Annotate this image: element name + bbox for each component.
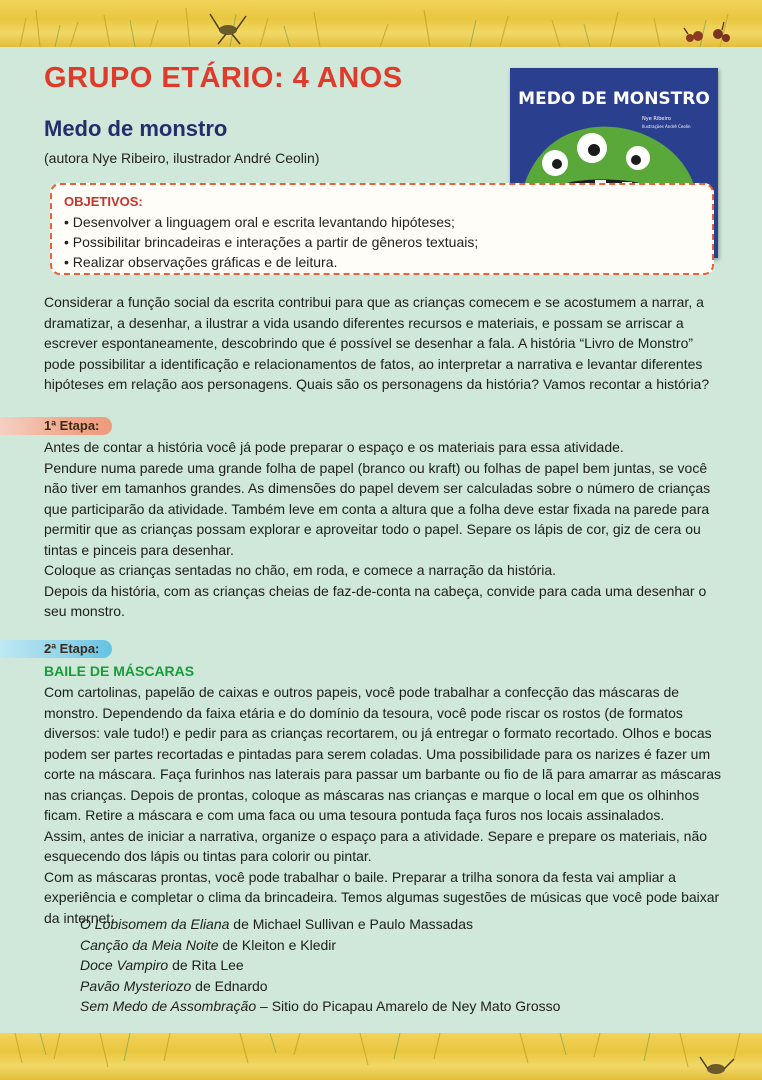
- bottom-decorative-band: [0, 1033, 762, 1080]
- step2-paragraph: Assim, antes de iniciar a narrativa, organize o espaço para a atividade. Separe e prepare os materiais, não esquecendo dos lápis ou tintas para colorir ou pintar.: [44, 827, 708, 864]
- objective-item: • Possibilitar brincadeiras e interações a partir de gêneros textuais;: [64, 232, 698, 252]
- song-item: [80, 914, 560, 935]
- song-credit: – Sitio do Picapau Amarelo de Ney Mato Grosso: [256, 998, 561, 1014]
- song-credit: de Rita Lee: [168, 957, 244, 973]
- grasshopper-icon: [700, 1057, 734, 1074]
- objectives-list: [64, 212, 698, 272]
- song-title: Canção da Meia Noite: [80, 936, 219, 953]
- cover-author: Nye Ribeiro: [642, 116, 671, 122]
- song-title: Pavão Mysteriozo: [80, 977, 192, 994]
- step2-text: [44, 682, 724, 928]
- step1-text: [44, 437, 724, 622]
- step2-label: 2ª Etapa:: [0, 640, 112, 658]
- section-heading-baile: BAILE DE MÁSCARAS: [44, 663, 195, 679]
- grass-illustration: [0, 0, 762, 47]
- song-title: O Lobisomem da Eliana: [80, 916, 230, 932]
- song-credit: de Kleiton e Kledir: [218, 936, 337, 953]
- objective-item: • Realizar observações gráficas e de leitura.: [64, 252, 698, 272]
- grass-illustration: [0, 1033, 762, 1080]
- song-title: Sem Medo de Assombração: [80, 998, 257, 1014]
- book-credits: (autora Nye Ribeiro, ilustrador André Ceolin): [44, 150, 320, 166]
- objectives-box: [50, 183, 714, 275]
- song-item: [80, 935, 560, 956]
- step1-label: 1ª Etapa:: [0, 417, 112, 435]
- step1-paragraph: Pendure numa parede uma grande folha de papel (branco ou kraft) ou folhas de papel bem juntas, se você não tiver em tamanhos grandes. As dimensões do papel devem ser calculadas sobre o número de crianças que participarão da atividade. Também leve em conta a altura que a folha deve estar fixada na parede para permitir que as crianças possam explorar e aproveitar todo o papel. Separe os lápis de cor, giz de cera ou tintas e pinceis para desenhar.: [44, 459, 711, 558]
- objective-item: • Desenvolver a linguagem oral e escrita levantando hipóteses;: [64, 212, 698, 232]
- song-credit: de Ednardo: [191, 977, 268, 994]
- step1-paragraph: Depois da história, com as crianças cheias de faz-de-conta na cabeça, convide para cada uma desenhar o seu monstro.: [44, 582, 707, 619]
- book-title: Medo de monstro: [44, 116, 228, 141]
- song-credit: de Michael Sullivan e Paulo Massadas: [229, 916, 473, 932]
- song-item: [80, 996, 560, 1017]
- step2-paragraph: Com cartolinas, papelão de caixas e outros papeis, você pode trabalhar a confecção das máscaras de monstro. Dependendo da faixa etária e do domínio da tesoura, você pode riscar os rostos (de formatos diversos: vale tudo!) e pedir para as crianças recortarem, ou já entregar o formato recortado. Olhos e bocas podem ser partes recortadas e pintadas para serem coladas. Uma possibilidade para os narizes é fazer um corte na máscara. Faça furinhos nas laterais para passar um barbante ou fio de lã para amarrar as máscaras nas crianças. Depois de prontas, coloque as máscaras nas crianças e marque o local em que os olhinhos ficam. Retire a máscara e com uma faca ou uma tesoura pontuda faça furos nos locais assinalados.: [44, 684, 721, 823]
- song-list: [80, 914, 560, 1017]
- cover-illustrator: Ilustrações André Ceolin: [642, 124, 691, 129]
- page-title: GRUPO ETÁRIO: 4 ANOS: [44, 62, 403, 94]
- top-decorative-band: [0, 0, 762, 47]
- cover-title: MEDO DE MONSTRO: [518, 89, 710, 109]
- song-title: Doce Vampiro: [80, 957, 169, 973]
- objectives-title: OBJETIVOS:: [64, 194, 143, 209]
- grasshopper-icon: [210, 14, 246, 44]
- song-item: [80, 955, 560, 976]
- intro-text: Considerar a função social da escrita contribui para que as crianças comecem e se acostumem a narrar, a dramatizar, a desenhar, a ilustrar a vida usando diferentes recursos e materiais, e possam se arriscar a escrever espontaneamente, descobrindo que é possível se desenhar a fala. A história “Livro de Monstro” pode possibilitar a identificação e relacionamentos de fatos, ao interpretar a narrativa e levantar diferentes hipóteses em relação aos personagens. Quais são os personagens da história? Vamos recontar a história?: [44, 294, 710, 392]
- step1-paragraph: Antes de contar a história você já pode preparar o espaço e os materiais para essa atividade.: [44, 439, 624, 455]
- step1-paragraph: Coloque as crianças sentadas no chão, em roda, e comece a narração da história.: [44, 562, 557, 578]
- step2-paragraph: Com as máscaras prontas, você pode trabalhar o baile. Preparar a trilha sonora da festa vai ampliar a experiência e completar o clima da brincadeira. Temos algumas sugestões de músicas que você pode baixar da internet:: [44, 868, 720, 926]
- song-item: [80, 976, 560, 997]
- intro-paragraph: [44, 292, 724, 395]
